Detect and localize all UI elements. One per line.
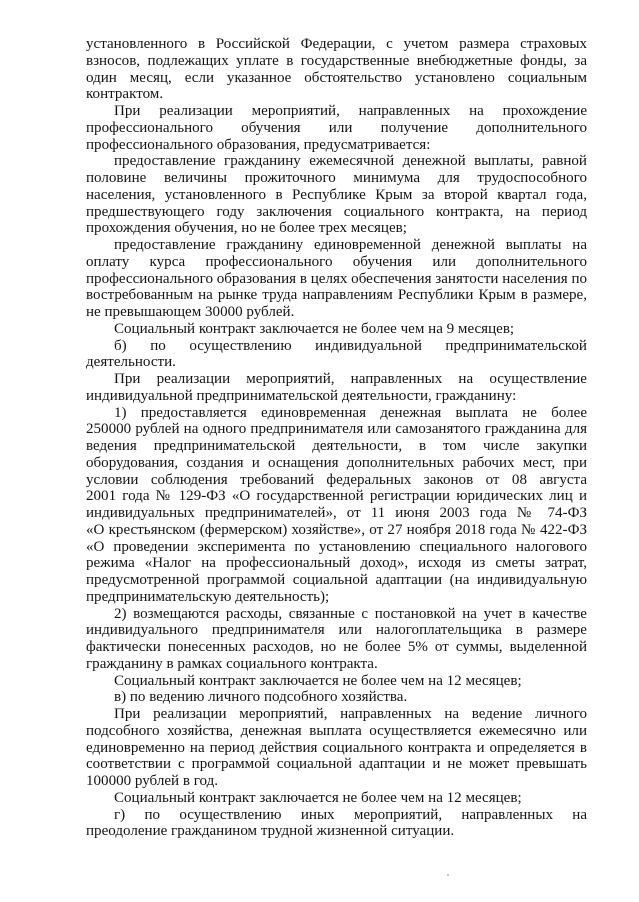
- text-line: индивидуального предпринимателя или налогоплательщика в размере: [86, 622, 587, 639]
- text-line: профессионального образования, предусматривается:: [86, 136, 431, 153]
- text-line: не превышающем 30000 рублей.: [86, 304, 295, 320]
- text-line: предоставление гражданину ежемесячной денежной выплаты, равной: [114, 153, 587, 170]
- text-line: При реализации мероприятий, направленных на прохождение: [114, 103, 587, 119]
- text-line: соответствии с программой социальной адаптации и не может превышать: [86, 756, 587, 773]
- text-line: один месяц, если указанное обстоятельство установлено социальным: [86, 69, 587, 86]
- text-line: индивидуальных предпринимателей», от 11 июня 2003 года № 74-ФЗ: [86, 505, 587, 521]
- text-line: фактически понесенных расходов, но не более 5% от суммы, выделенной: [86, 639, 587, 655]
- text-line: режима «Налог на профессиональный доход», исходя из сметы затрат,: [86, 555, 587, 572]
- text-line: половине величины прожиточного минимума для трудоспособного: [86, 170, 587, 186]
- text-line: ведения предпринимательской деятельности, в том числе закупки: [86, 438, 587, 454]
- text-line: профессионального обучения или получение дополнительного: [86, 119, 587, 136]
- text-line: предусмотренной программой социальной адаптации (на индивидуальную: [86, 572, 587, 588]
- text-line: г) по осуществлению иных мероприятий, направленных на: [114, 806, 587, 823]
- text-line: гражданину в рамках социального контракта.: [86, 655, 378, 672]
- text-line: «О проведении эксперимента по установлению специального налогового: [86, 538, 587, 555]
- text-line: оборудования, создания и оснащения дополнительных рабочих мест, при: [86, 454, 587, 471]
- text-line: населения, установленного в Республике Крым за второй квартал года,: [86, 186, 587, 203]
- text-line: 1) предоставляется единовременная денежная выплата не более: [114, 404, 587, 421]
- text-line: подсобного хозяйства, денежная выплата осуществляется ежемесячно или: [86, 722, 587, 739]
- scan-speck: [447, 874, 449, 876]
- text-line: 2) возмещаются расходы, связанные с постановкой на учет в качестве: [114, 605, 587, 622]
- text-line: Социальный контракт заключается не более чем на 12 месяцев;: [114, 672, 522, 689]
- text-line: деятельности.: [86, 354, 176, 371]
- text-line: в) по ведению личного подсобного хозяйства.: [114, 689, 408, 706]
- text-line: востребованным на рынке труда направлениям Республики Крым в размере,: [86, 287, 587, 304]
- text-line: профессионального образования в целях обеспечения занятости населения по: [86, 270, 587, 287]
- text-line: 250000 рублей на одного предпринимателя или самозанятого гражданина для: [86, 421, 587, 438]
- text-line: 2001 года № 129-ФЗ «О государственной регистрации юридических лиц и: [86, 488, 587, 505]
- text-line: контрактом.: [86, 86, 164, 103]
- text-line: индивидуальной предпринимательской деятельности, гражданину:: [86, 387, 517, 404]
- text-line: 100000 рублей в год.: [86, 773, 219, 789]
- text-line: взносов, подлежащих уплате в государственные внебюджетные фонды, за: [86, 52, 587, 69]
- text-line: При реализации мероприятий, направленных на ведение личного: [114, 706, 587, 722]
- text-line: «О крестьянском (фермерском) хозяйстве», от 27 ноября 2018 года № 422-ФЗ: [86, 521, 587, 538]
- text-line: условии соблюдения требований федеральных законов от 08 августа: [86, 471, 587, 488]
- text-line: б) по осуществлению индивидуальной предпринимательской: [114, 337, 587, 354]
- text-line: единовременно на период действия социального контракта и определяется в: [86, 739, 587, 756]
- document-text: [86, 36, 587, 840]
- text-line: прохождения обучения, но не более трех месяцев;: [86, 220, 407, 237]
- text-line: преодоление гражданином трудной жизненной ситуации.: [86, 823, 455, 840]
- text-line: Социальный контракт заключается не более чем на 9 месяцев;: [114, 320, 515, 337]
- text-line: Социальный контракт заключается не более чем на 12 месяцев;: [114, 789, 522, 806]
- text-line: предоставление гражданину единовременной денежной выплаты на: [114, 237, 587, 253]
- text-line: оплату курса профессионального обучения или дополнительного: [86, 253, 587, 270]
- text-line: предпринимательскую деятельность);: [86, 588, 330, 605]
- text-line: предшествующего году заключения социального контракта, на период: [86, 203, 587, 220]
- text-line: установленного в Российской Федерации, с учетом размера страховых: [86, 36, 587, 52]
- text-line: При реализации мероприятий, направленных на осуществление: [114, 371, 587, 387]
